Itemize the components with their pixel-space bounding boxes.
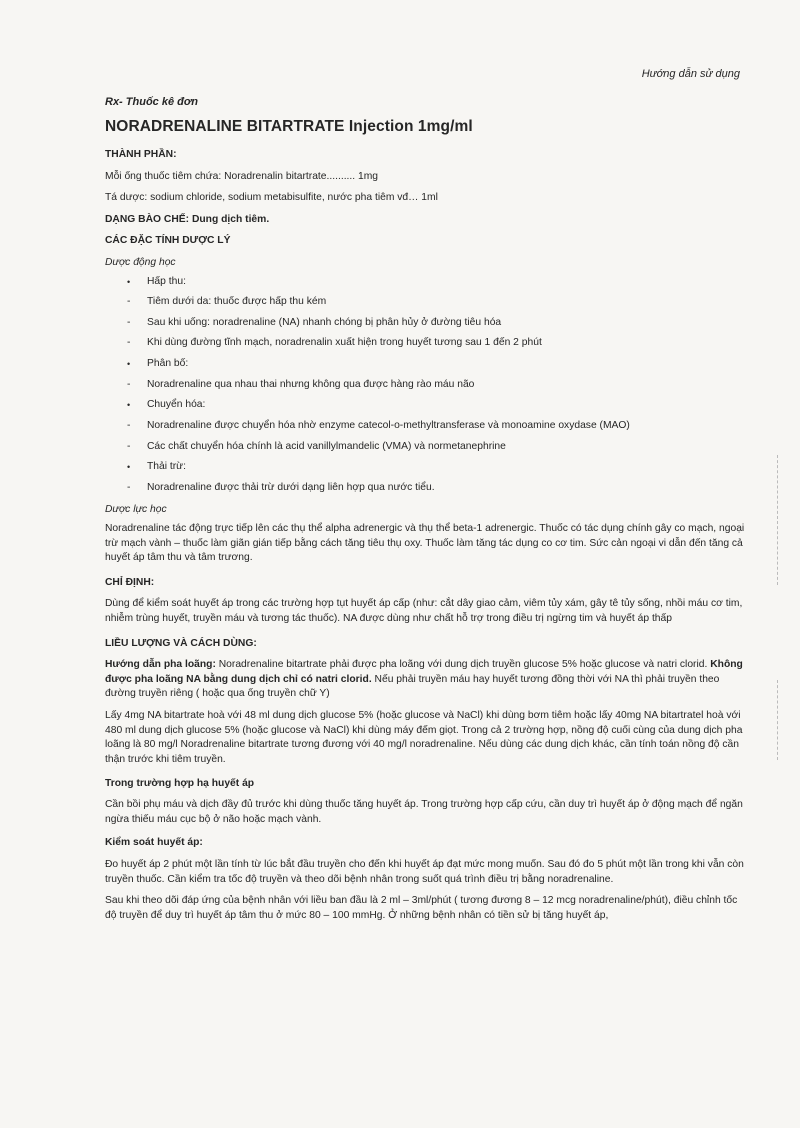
dilution-warning: Không được pha loãng NA bằng dung dịch chỉ có natri clorid. bbox=[105, 659, 743, 685]
document-body bbox=[105, 148, 745, 930]
dash-marker: - bbox=[127, 296, 131, 308]
mixing-text: Lấy 4mg NA bitartrate hoà với 48 ml dung dịch glucose 5% (hoặc glucose và NaCl) khi dùng bơm tiêm hoặc lấy 40mg NA bitartratel hoà với 480 ml dung dịch glucose 5% (hoặc glucose và NaCl) khi dùng máy đếm giọt. Trong cả 2 trường hợp, nồng độ cuối cùng của dung dịch pha loãng là 80 mg/l Noradrenaline bitartrate tương đương với 40 mg/l noradrenaline. Nếu dùng các dung dịch khác, cần tính toán nồng độ cần thận trước khi tiêm truyền. bbox=[105, 710, 743, 765]
pharmacokinetics-title: Dược động học bbox=[105, 257, 176, 269]
product-title: NORADRENALINE BITARTRATE Injection 1mg/ml bbox=[105, 118, 473, 135]
dash-marker: - bbox=[127, 419, 131, 431]
composition-heading: THÀNH PHẦN: bbox=[105, 149, 177, 160]
edge-stamp-mark bbox=[777, 680, 800, 760]
list-item-text: Khi dùng đường tĩnh mạch, noradrenalin xuất hiện trong huyết tương sau 1 đến 2 phút bbox=[147, 337, 542, 349]
prescription-label: Rx- Thuốc kê đơn bbox=[105, 96, 198, 108]
bp-control-text-1: Đo huyết áp 2 phút một lần tính từ lúc bắt đầu truyền cho đến khi huyết áp đạt mức mong muốn. Sau đó đo 5 phút một lần trong khi vẫn còn truyền thuốc. Cần kiểm tra tốc độ truyền và theo dõi bệnh nhân trong suốt quá trình điều trị bằng noradrenaline. bbox=[105, 858, 744, 885]
list-item bbox=[105, 440, 745, 455]
bp-control-text-2: Sau khi theo dõi đáp ứng của bệnh nhân với liều ban đầu là 2 ml – 3ml/phút ( tương đương 8 – 12 mcg noradrenaline/phút), điều chỉnh tốc độ truyền để duy trì huyết áp tâm thu ở mức 80 – 100 mmHg. Ở những bệnh nhân có tiền sử bị tăng huyết áp, bbox=[105, 895, 738, 921]
dash-marker: - bbox=[127, 481, 131, 493]
dash-marker: - bbox=[127, 440, 131, 452]
list-item-text: Noradrenaline qua nhau thai nhưng không qua được hàng rào máu não bbox=[147, 378, 475, 390]
pharmacodynamics-text: Noradrenaline tác động trực tiếp lên các thụ thể alpha adrenergic và thụ thể beta-1 adrenergic. Thuốc có tác dụng chính gây co mạch, ngoại trừ mạch vành – thuốc làm giãn gián tiếp bằng cách tăng tiêu thụ oxy. Thuốc làm tăng tác dụng co cơ tim. Sức cản ngoại vi dẫn đến tăng cả huyết áp tâm thu và tâm trương. bbox=[105, 522, 745, 564]
list-item-text: Chuyển hóa: bbox=[147, 399, 206, 411]
list-item-text: Phân bố: bbox=[147, 358, 189, 370]
list-item-text: Noradrenaline được chuyển hóa nhờ enzyme catecol-o-methyltransferase và monoamine oxydase (MAO) bbox=[147, 419, 630, 431]
document-type: Hướng dẫn sử dụng bbox=[641, 68, 740, 80]
composition-line-2: Tá dược: sodium chloride, sodium metabisulfite, nước pha tiêm vđ… 1ml bbox=[105, 192, 438, 204]
bullet-marker: • bbox=[127, 276, 131, 287]
dilution-label: Hướng dẫn pha loãng: bbox=[105, 659, 216, 671]
list-item-text: Tiêm dưới da: thuốc được hấp thu kém bbox=[147, 296, 327, 308]
list-item bbox=[105, 460, 745, 475]
list-item bbox=[105, 419, 745, 434]
bullet-marker: • bbox=[127, 462, 131, 473]
dash-marker: - bbox=[127, 337, 131, 349]
dilution-text-1: Noradrenaline bitartrate phải được pha loãng với dung dịch truyền glucose 5% hoặc glucose và natri clorid. bbox=[215, 659, 711, 671]
hypotension-heading: Trong trường hợp hạ huyết áp bbox=[105, 777, 255, 789]
list-item-text: Hấp thu: bbox=[147, 275, 186, 287]
list-item-text: Thải trừ: bbox=[147, 461, 186, 473]
dosage-form: DẠNG BÀO CHẾ: Dung dịch tiêm. bbox=[105, 213, 270, 225]
hypotension-text: Cần bồi phụ máu và dịch đầy đủ trước khi dùng thuốc tăng huyết áp. Trong trường hợp cấp cứu, cần duy trì huyết áp ở động mạch để ngăn ngừa thiếu máu cục bộ ở não hoặc mạch vành. bbox=[105, 799, 743, 825]
list-item bbox=[105, 295, 745, 310]
indications-text: Dùng để kiểm soát huyết áp trong các trường hợp tụt huyết áp cấp (như: cắt dây giao cảm, viêm tủy xám, gây tê tủy sống, nhồi máu cơ tim, nhiễm trùng huyết, truyền máu và tương tác thuốc). NA được dùng như chất hỗ trợ trong điều trị ngừng tim và huyết áp thấp bbox=[105, 598, 743, 625]
bp-control-heading: Kiểm soát huyết áp: bbox=[105, 837, 203, 849]
list-item bbox=[105, 398, 745, 413]
indications-heading: CHỈ ĐỊNH: bbox=[105, 576, 155, 588]
pharmacology-heading: CÁC ĐẶC TÍNH DƯỢC LÝ bbox=[105, 235, 231, 247]
list-item bbox=[105, 481, 745, 496]
list-item bbox=[105, 378, 745, 393]
dilution-text-2: Nếu phải truyền máu hay huyết tương đồng thời với NA thì phải truyền theo đường truyền riêng ( hoặc qua ống truyền chữ Y) bbox=[105, 673, 720, 700]
pharmacokinetics-list bbox=[105, 275, 745, 496]
list-item bbox=[105, 336, 745, 351]
composition-line-1: Mỗi ống thuốc tiêm chứa: Noradrenalin bitartrate.......... 1mg bbox=[105, 170, 379, 182]
list-item bbox=[105, 357, 745, 372]
dilution-paragraph bbox=[105, 658, 745, 702]
bullet-marker: • bbox=[127, 400, 131, 411]
list-item bbox=[105, 316, 745, 331]
dash-marker: - bbox=[127, 316, 131, 328]
bullet-marker: • bbox=[127, 359, 131, 370]
dosage-heading: LIỀU LƯỢNG VÀ CÁCH DÙNG: bbox=[105, 637, 257, 649]
list-item bbox=[105, 275, 745, 290]
pharmacodynamics-title: Dược lực học bbox=[105, 504, 167, 516]
dash-marker: - bbox=[127, 378, 131, 390]
list-item-text: Các chất chuyển hóa chính là acid vanillylmandelic (VMA) và normetanephrine bbox=[147, 440, 506, 452]
list-item-text: Sau khi uống: noradrenaline (NA) nhanh chóng bị phân hủy ở đường tiêu hóa bbox=[147, 316, 502, 328]
edge-stamp-mark bbox=[777, 455, 800, 585]
list-item-text: Noradrenaline được thải trừ dưới dạng liên hợp qua nước tiểu. bbox=[147, 481, 435, 493]
